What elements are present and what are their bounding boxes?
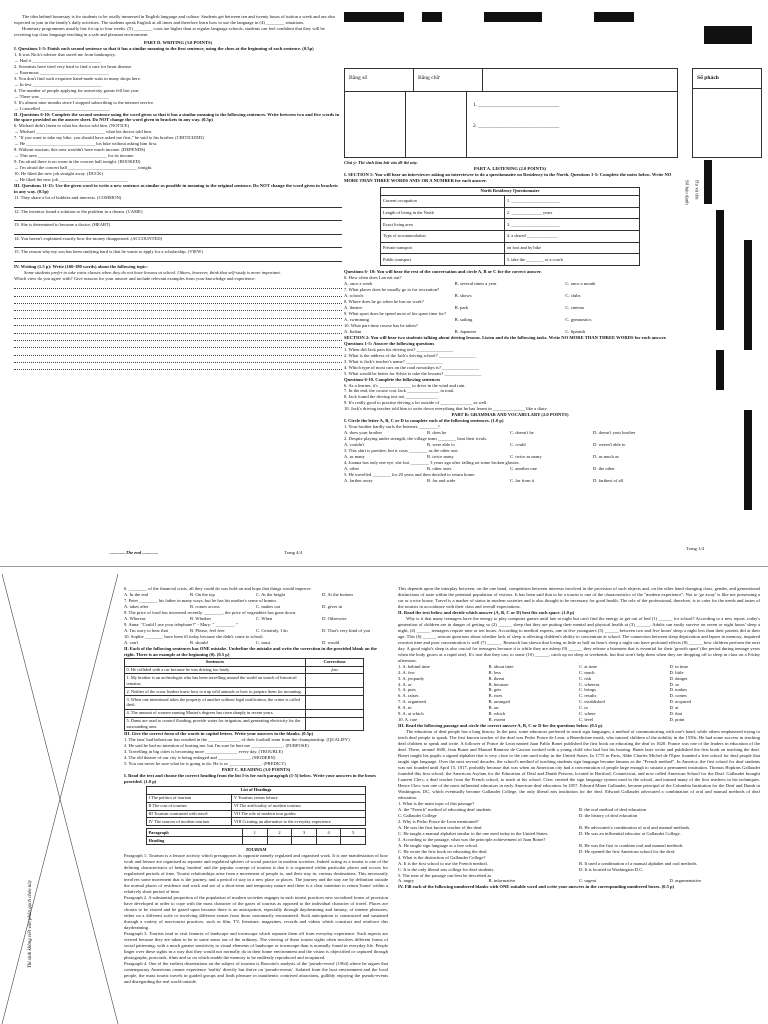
- option-row: 1. A. behind time B. about time C. at time D. in time: [398, 663, 689, 669]
- s2-question[interactable]: 5. What would be better for Silvia to take the lessons? ________________: [344, 370, 482, 376]
- q6-10-list: [14, 123, 342, 183]
- question: 1. It was Nick's adviser that saved me from bankruptcy. → Had it ______________________________: [14, 51, 116, 63]
- table-row: 3. When one intentional takes the property of another without legal notification, the crime is called theft.: [125, 695, 364, 709]
- paragraph: Paragraph 4. One of the earliest dissertations on the subject of tourism is Boorstin's analysis of the 'pseudo-event' (1964) where he argues that contemporary Americans cannot experience 'reality' directly but thrive on 'pseudo-events'. Isolated from the host environment and the local people, the mass tourist travels in guided groups and finds pleasure in inauthentic contrived attractions, gullibly enjoying the pseudo-events and disregarding the real world outside.: [124, 960, 388, 984]
- s2-sentence[interactable]: 7. In the end, the course cost Jack ______________ in total.: [344, 388, 455, 394]
- question: 5. It's almost nine months since I stopped subscribing to the internet service. → I cancelled ______________________________: [14, 99, 155, 111]
- page-number: Trang 1/4: [686, 546, 704, 552]
- redacted-side-2: [716, 210, 724, 330]
- score-number-cell[interactable]: [345, 92, 406, 157]
- mc-question: 7. Peter ________ his father in many ways, but he has his mother's sense of humor. A. takes after B. comes across C. makes out D. gives in: [124, 597, 343, 609]
- redacted-side-5: [716, 350, 724, 390]
- q1-5-list: [14, 52, 342, 112]
- examiner-line-2[interactable]: 2. ______________________________: [473, 123, 560, 130]
- table-row: 1. My brother is an archeologist who has been travelling around the world on search of historical remains.: [125, 674, 364, 688]
- question: 2. Scientists have tried very hard to find a cure for heart disease. → Enormous ______________________________: [14, 63, 133, 75]
- score-text-label: Bằng chữ: [414, 69, 483, 91]
- mc-question: 1. What is the main topic of this passage? A. the "French" method of educating deaf students B. the oral method of deaf education C. Gallaudet College D. the history of deaf education: [398, 800, 647, 818]
- essay-writing-area[interactable]: [14, 282, 342, 371]
- s2-sentence[interactable]: 9. It's really good to practise driving a lot outside of ______________ as well.: [344, 400, 488, 406]
- s2-question[interactable]: 1. When did Jack pass his driving test? ________________: [344, 346, 454, 352]
- mc-question: 5. The tone of the passage can best be described as A. angry B. informative C. urgent D. argumentative: [398, 872, 702, 884]
- word-form-question[interactable]: 2. He said he had no intention of hurting me, but I'm sure he hurt me ______________. (PURPOSE): [124, 743, 309, 749]
- answer-line[interactable]: [14, 228, 342, 235]
- part-b-title: PART B: GRAMMAR AND VOCABULARY (2.0 POINTS): [451, 412, 569, 418]
- side-name-label: Họ và tên: [693, 180, 699, 200]
- essay-topic: Some students prefer to take extra classes when they do not have lessons at school. Others, however, think that self-study is more important.: [24, 269, 281, 275]
- question: 7. "If you want to take my bike, you should have asked me first," he said to his brother. (CRITICIZED) → He ______________________________ his bike without asking him first.: [14, 135, 204, 147]
- mc-question: 9. What sport does he spend most of his spare time for? A. swimming B. sailing C. gymnastics: [344, 310, 592, 322]
- part-c-title: PART C. READING (3.0 POINTS): [221, 766, 291, 772]
- table-row: IV The sources of modern tourism VIII Creating an alternative to the everyday experience: [147, 818, 366, 826]
- option-row: 4. A. or B. because C. whereas D. so: [398, 681, 680, 687]
- answer-line[interactable]: [14, 215, 342, 222]
- so-phach-box: [692, 68, 762, 158]
- mc-question: 8. The price of food has increased recently. ________, the price of vegetables has gone down. A. Whereas B. Whether C. When D. Otherwise: [124, 609, 347, 621]
- paragraph: Paragraph 2. A substantial proportion of the population of modern societies engages in such tourist practices new socialised forms of provision have developed in order to cope with the mass character of the gazes of tourists as opposed to the individual character of travel. Places are chosen to be visited and be gazed upon because there is an anticipation, especially through daydreaming and fantasy, of intense pleasures, either on a different scale or involving different senses from those customarily encountered. Such anticipation is constructed and sustained through a variety of non-tourist practices, such as film, TV, literature, magazines, records and videos which construct and reinforce this daydreaming.: [124, 894, 388, 930]
- table-row: 5. Dams are used to control flooding, provide water for irrigation, and generating electricity for the surrounding area.: [125, 717, 364, 731]
- c1-heading: I. Read the text and choose the correct heading from the list I-ix for each paragraph (1-5) below. Write your answers in the boxes provided. (1.0 p): [124, 772, 376, 784]
- option-row: 2. A. few B. less C. much D. little: [398, 669, 684, 675]
- question: 8. Without tourism, this area wouldn't have much income. (DEPENDS) → This area ______________________________ for its income.: [14, 147, 146, 159]
- exam-note: Chú ý: Thí sinh làm bài vào đề thi này.: [344, 160, 418, 165]
- end-mark: ..............The end ..............: [109, 550, 159, 556]
- question: 13. She is determined to become a doctor. (HEART): [14, 222, 111, 228]
- headings-table: List of Headings I The politics of tourism V Tourism versus leisure II The cost of tourism VI The artificiality of modern tourism III Tourism contrasted with travel VII The role of modern tour guides IV The sources of modern tourism VIII Creating an alternative to the everyday experience: [146, 786, 366, 827]
- mc-question: 6. How often does Lan eat out? A. once a week B. several times a year C. once a month: [344, 275, 596, 287]
- q6-10-heading: II. Questions 6-10: Complete the second sentence using the word given so that it has a similar meaning to the following sentences. Write between two and five words in the space provided on the answer sheet. Do NOT change the word given in brackets in any way. (0.5p): [14, 111, 340, 123]
- question: 3. You don't find such exquisite hand-made suits in many shops here. → In few ______________________________: [14, 75, 141, 87]
- mc-question: 10. Sophie ________ have been ill today because she didn't come to school. A. can't B. should C. must D. would: [124, 633, 340, 645]
- question: 4. The number of people applying for university grants fell last year. → There was ______________________________: [14, 87, 140, 99]
- mc-question: 4. Joanna has only one eye, she lost ________ 3 years ago after falling on some broken glasses. A. other B. other ones C. another one D. the other: [344, 460, 615, 472]
- question: 6. Michael didn't listen to what his doctor told him. (NOTICE) → Michael ______________________________ what his doctor told him.: [14, 123, 153, 135]
- page-top-right: [344, 10, 764, 562]
- paragraph: Paragraph 3. Tourists tend to visit features of landscape and townscape which separate them off from everyday experience. Such aspects are viewed because they are taken to be in some sense out of the ordinary. The viewing of these tourist sights often involves different forms of social patterning, with a much greater sensitivity to visual elements of landscape or townscape than is normally found in everyday life. People linger over these sights in a way that they would not normally do in their home environment and the vision is objectified or captured through photographs, postcards, films and so on which enable the memory to be endlessly reproduced and recaptured.: [124, 930, 388, 960]
- score-box: [344, 68, 678, 158]
- section-1-heading: I. SECTION 1: You will hear an interviewer asking an interviewee to do a questionnaire on Residency in the North. Questions 1-5: Complete the notes below. Write NO MORE THAN THREE WORDS AND/ OR A NUMBER for each answer.: [344, 171, 672, 183]
- essay-heading: IV. Writing (1.5 p): Write (160-180 words) about the following topic:: [14, 263, 148, 269]
- redacted-header-3: [484, 12, 542, 22]
- answer-line[interactable]: [14, 201, 342, 208]
- answer-line[interactable]: [14, 242, 342, 249]
- writing-title: PART D. WRITING (3.0 POINTS): [143, 39, 213, 45]
- option-row: 6. A. raises B. rises C. results D. comes: [398, 693, 687, 699]
- mc-question: 3. According to the passage, what was the principle achievement of Juan Bonet? A. He taught sign language at a free school. B. He was the first to combine oral and manual methods. C. He wrote the first book on educating the deaf. D. He opened the first American school for the deaf.: [398, 836, 684, 854]
- page-number: Trang 4/4: [284, 550, 302, 556]
- redacted-side-1: [704, 160, 712, 204]
- cross-hatch-margin: [0, 574, 120, 1024]
- side-id-label: Số báo danh: [683, 180, 689, 205]
- answer-boxes: Paragraph 1 2 3 4 5 Heading: [146, 828, 366, 845]
- c2-heading: II. Read the text below and decide which answer (A, B, C or D) best fits each space. (1.0 p): [398, 609, 575, 615]
- redacted-side-3: [744, 240, 752, 350]
- score-text-cell[interactable]: [406, 92, 467, 157]
- q11-15-heading: III. Questions 11-15: Use the given word to write a new sentence as similar as possible in meaning to the original sentence. Do NOT change the word given in brackets in any way. (0.5p): [14, 183, 338, 195]
- listen-q6-10: [344, 275, 676, 335]
- b1-questions: [344, 424, 676, 484]
- table-row: Length of living in the North 2. ______________ years: [381, 207, 640, 219]
- mc-question: 6. ________ of the financial crisis, all they could do was hold on and hope that things would improve. A. In the end B. On the top C. At the height D. At the bottom: [124, 586, 353, 597]
- s2-sentence[interactable]: 8. Jack found the driving test not ______________: [344, 394, 438, 400]
- question: 10. He liked the new job straight away. (DUCK) → He liked the new job ______________________________: [14, 171, 129, 183]
- c3-heading: III. Read the following passage and circle the correct answer A, B, C or D for the questions below. (0.5 p): [398, 723, 603, 729]
- answer-line[interactable]: [14, 255, 342, 262]
- score-number-label: Bằng số: [345, 69, 414, 91]
- mc-question: 2. Despite playing under strength, the village team ________ beat their rivals. A. couldn't B. were able to C. could D. weren't able to: [344, 436, 626, 448]
- table-row: II The cost of tourism VI The artificiality of modern tourism: [147, 802, 366, 810]
- option-row: 3. A. jeopardy B. threat C. risk D. danger: [398, 675, 688, 681]
- page-bottom-left: [124, 586, 388, 1024]
- part-a-title: PART A. LISTENING (2.0 POINTS): [473, 165, 547, 171]
- option-row: 9. A. at which B. which C. where D. that: [398, 711, 683, 717]
- question: 14. You haven't explained exactly how the money disappeared. (ACCOUNTED): [14, 235, 163, 241]
- questionnaire-table: [380, 187, 640, 266]
- option-row: 5. A. puts B. gets C. brings D. makes: [398, 687, 687, 693]
- question: 12. The inventor found a solution to the problem in a dream. (CAME): [14, 208, 143, 214]
- s2-q6-10-heading: Questions 6-10. Complete the following sentences: [344, 376, 441, 382]
- c3-questions: [398, 801, 760, 885]
- mc-question: 8. Where does he go when he has no work? A. theatre B. park C. cinema: [344, 298, 584, 310]
- intro-paragraph: The idea behind homestay is for students to be totally immersed in English language and culture. Students get between ten and twenty hours of tuition a week and are also expected to join in the family's daily activities. The students speak English at all times and therefore learn how to use the language in (4) ________ situations.: [14, 14, 336, 25]
- word-form-question[interactable]: 5. You can never be sure what he is going to do. He is so ______________. (PREDICT): [124, 760, 286, 766]
- question: 15. The reason why my son has been studying hard is that he wants to apply for a scholarship. (VIEW): [14, 249, 203, 255]
- table-row: Current occupation 1. ______________________: [381, 195, 640, 207]
- horizontal-divider: [0, 566, 768, 567]
- intro-paragraph-2: Homestay programmes usually last for up to four weeks. (5) ________ costs are higher than at regular language schools, students can feel confident that they will be receiving top class language teaching in a safe and pleasant environment.: [14, 25, 325, 37]
- b2-heading: II. Each of the following sentences has ONE mistake. Underline the mistake and write the correction in the provided blank on the right. There is an example at the beginning (0). (0.5 p): [124, 645, 377, 657]
- page-top-left: [14, 14, 342, 562]
- table-row: 2. Neither of the scout leaders knew how to trap wild animals or how to prepare them for mounting.: [125, 688, 364, 696]
- cloze-options: [398, 664, 760, 724]
- section-2-heading: SECTION 2: You will hear two students talking about driving lessons. Listen and do the following tasks. Write NO MORE THAN THREE WORDS for each answer.: [344, 334, 667, 340]
- question: 11. They share a lot of hobbies and interests. (COMMON): [14, 195, 122, 201]
- b1-continued: [124, 586, 388, 646]
- b3-heading: III. Give the correct form of the words in capital letters. Write your answers in the blanks. (0.5p): [124, 731, 314, 737]
- mc-question: 10. What part-time course has he taken? A. Italian B. Japanese C. Spanish: [344, 322, 586, 334]
- tourism-title: TOURISM: [245, 847, 267, 853]
- s2-sentence[interactable]: 6. As a learner, it's ______________ to drive in the wind and rain.: [344, 382, 466, 388]
- mc-question: 7. What places does he usually go to for recreation? A. schools B. shows C. clubs: [344, 287, 581, 298]
- cloze-text: Why is it that many teenagers have the energy to play computer games until late at night but can't find the energy to get out of bed (1) ______ for school? According to a new report, today's generation of children are in danger of getting so (2) ______ sleep that they are putting their mental and physical health at (3) ______. Adults can easily survive on seven or eight hours' sleep a night, (4) ______ teenagers require nine or ten hours. According to medical experts, one in five youngsters (5) ______ between two and five hours' sleep a night less than their parents did at their age. This (6) ______ serious questions about whether lack of sleep is affecting children's ability to concentrate at school. The connection between sleep deprivation and lapses in memory, impaired reaction time and poor concentration is well (7) ______. Research has shown that losing as little as half an hour's sleep a night can have profound effects (8) ______ how children perform the next day. A good night's sleep is also crucial for teenagers because it is while they are asleep (9) ______ they release a hormone that is essential for their 'growth spurt' (the period during teenage years when the body grows at a rapid rate). It's true that they can, to some (10) ______, catch up on sleep at weekends, but that won't help them when they are dropping off to sleep in class on a Friday afternoon.: [398, 615, 760, 663]
- table-row: Type of accommodation 4. a shared ______________: [381, 230, 640, 242]
- b1-heading: I. Circle the letter A, B, C or D to complete each of the following sentences. (1.0 p): [344, 418, 504, 424]
- table-row: Public transport 5. take the ________ or a coach: [381, 254, 640, 266]
- redacted-header-1: [344, 12, 404, 22]
- s2-q1-5-heading: Questions 1-5: Answer the following questions: [344, 340, 435, 346]
- table-row: 4. The amount of women earning Master's degrees has risen sharply in recent years.: [125, 709, 364, 717]
- word-form-question[interactable]: 1. The fans' bad behaviour has resulted in the ______________ of their football team from the championship. (QUALIFY): [124, 737, 350, 743]
- q1-5-heading: I. Questions 1-5: Finish each second sentence so that it has a similar meaning to the first sentence, using the clues at the beginning of each sentence. (0.5p): [14, 45, 314, 51]
- option-row: 7. A. organized B. arranged C. established D. acquired: [398, 699, 691, 705]
- s2-question[interactable]: 3. What is Jack's teacher's name? ________________: [344, 358, 443, 364]
- c4-heading: IV. Fill each of the following numbered blanks with ONE suitable word and write your answers in the corresponding numbered boxes. (0.5 p): [398, 884, 675, 890]
- table-row: 0. He collided with a car because he was driving too fastly. fast: [125, 666, 364, 674]
- question: 9. I'm afraid there is no room in the concert hall tonight. (BOOKED) → I'm afraid the concert hall ______________________________ tonight.: [14, 159, 153, 171]
- mc-question: 9. Anna: "Could I use your telephone?" - Mary: " ________ ." A. I'm sorry to hear that B. Please, feel free C. Certainly, I do D. That's very kind of you: [124, 621, 371, 633]
- redacted-header-4: [594, 12, 634, 22]
- s2-question[interactable]: 2. What is the address of the Jack's driving school? ________________: [344, 352, 476, 358]
- so-phach-label: Số phách: [693, 69, 761, 89]
- redacted-top-right: [704, 26, 752, 44]
- listen-q6-10-heading: Questions 6- 10: You will hear the rest of the conversation and circle A, B or C for the correct answer.: [344, 269, 542, 275]
- table-row: Exact living area 3. ______________________: [381, 219, 640, 231]
- redacted-side-4: [744, 410, 752, 510]
- mc-question: 3. This shirt is pretttier, but it costs ________ as the other one. A. as many B. twice many C. twice as many D. as much as: [344, 448, 619, 460]
- redacted-header-2: [422, 12, 442, 22]
- table-row: III Tourism contrasted with travel VII The role of modern tour guides: [147, 810, 366, 818]
- essay-question: Which view do you agree with? Give reasons for your answer and include relevant examples from your knowledge and experience.: [14, 275, 256, 281]
- s2-question[interactable]: 4. Which type of most cars on the road nowadays is? ________________: [344, 364, 479, 370]
- no-write-label: Thí sinh không viết vào phần gạch chéo này: [28, 880, 33, 969]
- deaf-education-text: The education of deaf people has a long history. In the past, some educators preferred to teach sign languages, a method of communicating with one's hand, while others emphasized trying to teach deaf people to speak. The first known teacher of the deaf was Pedro Ponce de Leon, a Benedictine monk, who tutored children of the nobility in the 1550s. He had some success in teaching deaf children to speak and write. A follower of Ponce de Leon named Juan Pablo Bonet published the first book on educating the deaf in 1620. France was one of the leaders in education of the deaf. There, around 1600, Jean Bonet and Manuel Ramirez de Carrion worked with a young child who had lost his hearing. Bonet later wrote and published the first book on teaching the deaf. Bonet taught his pupils a signed alphabet that is very close to the one used today in the United States. In 1775 in Paris, Abbe Charles Michel de l'Epee founded a free school for deaf people that taught sign language. Over the next several decades, the school's method of teaching students sign language became famous as the "French method". In America, the first school for deaf students was not founded until April 15, 1817, probably because that was when an American city had a concentration of people large enough to sustain a permanent institution. Thomas Hopkins Gallaudet founded this first school, the American Asylum for the Education of Deaf and Dumb Persons, located in Hartford, Connecticut, and now called American School for the Deaf. Gallaudet brought Laurent Clerc, a deaf teacher from the French school, to teach at his school. Clerc created the sign language system used in the school, and trained many of the first teachers in his techniques. Hence Clerc was one of the most influential educators in early American deaf education. In 1857, Edward Miner Gallaudet, became principal of the Columbia Institution for the Deaf and Dumb in Washington, DC, which eventually became Gallaudet College, the only liberal arts institution for the deaf. Edward Gallaudet advocated a combination of oral and manual methods of deaf education.: [398, 729, 760, 800]
- paragraph: Paragraph 1. Tourism is a leisure activity which presupposes its opposite namely regulated and organised work. It is one manifestation of how work and leisure are organised as separate and regulated spheres of social practice in modern societies. Indeed acting as a tourist is one of the defining characteristics of being 'modern' and the popular concept of tourism is that it is organised within particular places and occurs for regularised periods of time. Tourist relationships arise from a movement of people to, and their stay in, various destinations. This necessarily involves some movement that is the journey, and a period of stay in a new place or places. The journey and the stay are by definition outside the normal places of residence and work and are of a short-term and temporary nature and there is a clear intention to return 'home' within a relatively short period of time.: [124, 853, 388, 894]
- reading-continued: This depends upon the interplay between, on the one hand, competition between interests involved in the provision of such objects and, on the other hand changing class, gender, and generational distinctions of taste within the potential population of visitors. It has been said that to be a tourist is one of the characteristics of the "modern experience". Not to 'go away' is like not possessing a car or a nice house. Travel is a marker of status in modern societies and is also thought to be necessary for good health. The role of the professional, therefore, is to cater for the needs and tastes of the tourists in accordance with their class and overall expectations.: [398, 586, 760, 609]
- mc-question: 2. Why is Pedro Ponce de Leon mentioned? A. He was the first known teacher of the deaf. B. He advocated a combination of oral and manual methods. C. He taught a manual alphabet similar to the one used today in the United States. D. He was an influential educator at Gallaudet College.: [398, 818, 691, 836]
- error-correction-table: Sentences Corrections 0. He collided with a car because he was driving too fastly. fast 1. My brother is an archeologist who has been travelling around the world on search of historical remains. 2. Neither of the scout leaders knew how to trap wild animals or how to prepare them for mounting. 3. When one intentional takes the property of another without legal notification, the crime is called theft. 4. The amount of women earning Master's degrees has risen sharply in recent years. 5. Dams are used to control flooding, provide water for irrigation, and generating electricity for the surrounding area.: [124, 658, 364, 732]
- table-row: I The politics of tourism V Tourism versus leisure: [147, 794, 366, 802]
- s2-sentence[interactable]: 10. Jack's driving teacher told him to write down everything that he has learnt in ______________ like a diary.: [344, 406, 548, 412]
- table-title: North Residency Questionnaire: [381, 187, 640, 195]
- option-row: 10. A. rate B. extent C. level D. point: [398, 717, 685, 723]
- page-bottom-right: [398, 586, 760, 1024]
- table-row: Private transport on foot and by bike: [381, 242, 640, 254]
- mc-question: 1. Your brother hardly surfs the Internet, ________? A. does your brother B. does he C. doesn't he D. doesn't your brother: [344, 424, 636, 436]
- word-form-question[interactable]: 4. The old theatre of our city is being enlarged and ______________. (MODERN): [124, 755, 276, 760]
- mc-question: 5. He travelled ________ for 20 years and then decided to return home. A. farther away B. far and wide C. far from it D. farthest of all: [344, 472, 624, 483]
- mc-question: 4. What is the distinction of Gallaudet College? A. It is the first school to use the French method. B. It used a combination of a manual alphabet and oral methods. C. It is the only liberal arts college for deaf students. D. It is located in Washington D.C.: [398, 854, 698, 872]
- word-form-question[interactable]: 3. Travelling in big cities is becoming more ______________ every day. (TROUBLE): [124, 749, 283, 755]
- q11-15-list: [14, 195, 342, 262]
- examiner-line-1[interactable]: 1. ______________________________: [473, 102, 560, 108]
- option-row: 8. A. in B. on C. to D. at: [398, 705, 679, 711]
